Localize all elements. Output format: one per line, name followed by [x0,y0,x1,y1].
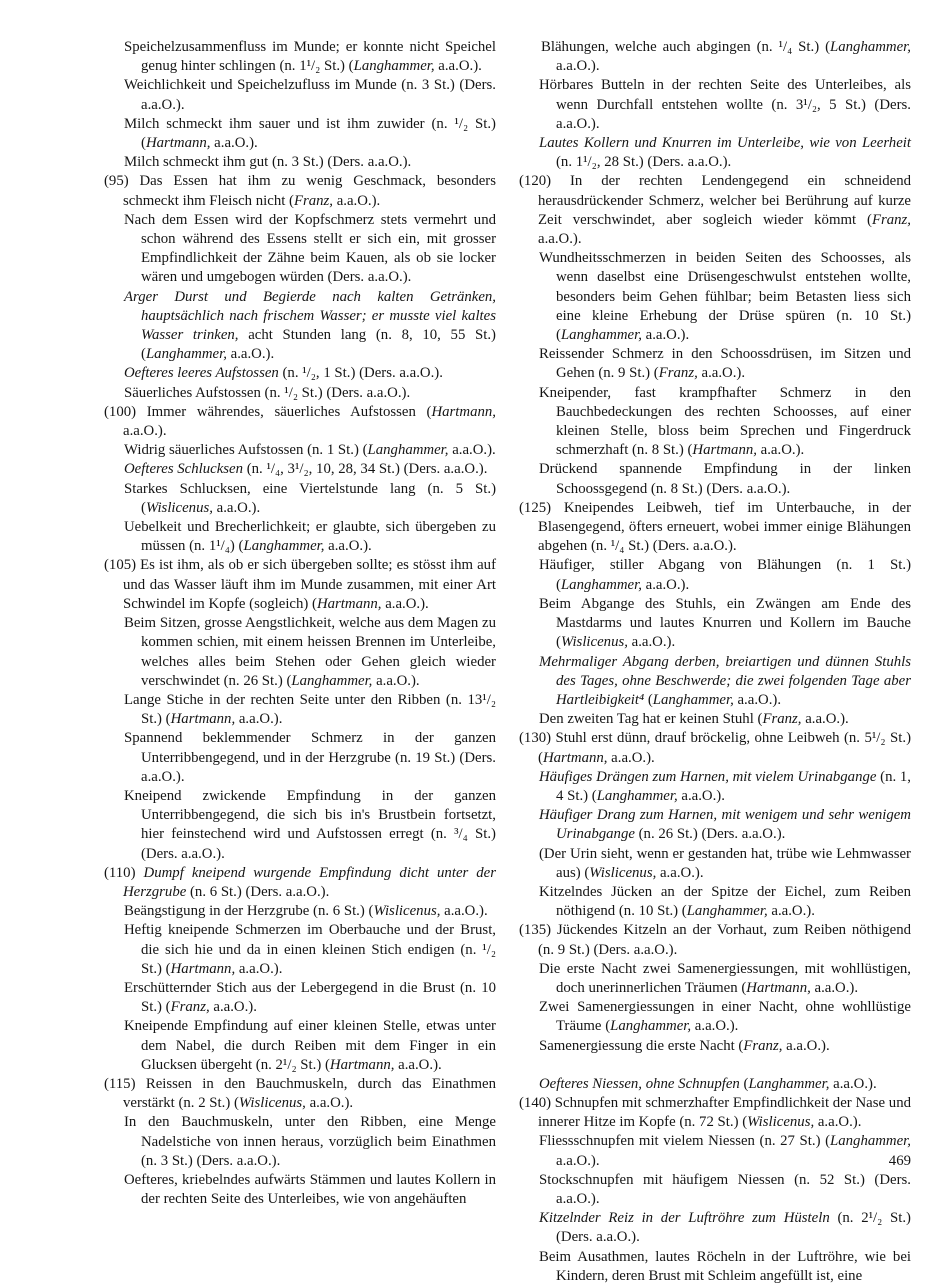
entry-text-italic: Franz, [170,999,210,1016]
entry-text: a.a.O.). [814,1114,862,1131]
entry-text: a.a.O.). [733,691,782,708]
entry-text: (n. ¹/₄, 3¹/₂, 10, 28, 34 St.) (Ders. a.a.O.). [243,461,488,478]
entry-text: (115) Reissen in den Bauchmuskeln, durch das Einathmen verstärkt (n. 2 St.) ( [104,1075,496,1112]
entry-text: Erschütternder Stich aus der Lebergegend in die Brust (n. 10 St.) ( [124,979,496,1016]
left-text-column [104,38,496,1209]
symptom-entry [519,960,911,998]
symptom-entry [104,364,496,383]
entry-text: Spannend beklemmender Schmerz in der ganzen Unterribbengegend, und in der Herzgrube (n. 19 St.) (Ders. a.a.O.). [124,730,496,785]
entry-text: ( [644,691,653,708]
entry-text-italic: Langhammer, [243,538,325,555]
entry-text-italic: Mehrmaliger Abgang derben, breiartigen und dünnen Stuhls des Tages, ohne Beschwerde; die zwei folgenden Tage aber Hartleibigkeit⁴ [539,653,911,708]
entry-text: a.a.O.). [627,634,676,651]
symptom-entry [104,288,496,365]
entry-text-italic: Langhammer, [145,346,227,363]
entry-text: Kneipender, fast krampfhafter Schmerz in den Bauchbedeckungen des rechten Schoosses, auf einer kleinen Stelle, bloss beim Sprechen und Fingerdruck schmerzhaft (n. 8 St.) ( [539,384,911,459]
entry-text: Den zweiten Tag hat er keinen Stuhl ( [539,711,763,728]
entry-text: (105) Es ist ihm, als ob er sich übergeben sollte; es stösst ihm auf und das Wasser läuft ihm im Munde zusammen, mit einer Art Schwindel im Kopfe (sogleich) ( [104,557,496,612]
entry-text: a.a.O.). [381,595,429,612]
symptom-entry [519,38,911,76]
entry-text: a.a.O.). [677,787,725,804]
symptom-entry [519,653,911,711]
entry-text: Stockschnupfen mit häufigem Niessen (n. 52 St.) (Ders. a.a.O.). [539,1171,911,1207]
entry-text: a.a.O.). [641,327,690,344]
entry-text: a.a.O.). [691,1018,739,1035]
entry-text-italic: Langhammer, [830,39,911,55]
entry-text: Milch schmeckt ihm sauer und ist ihm zuwider (n. ¹/₂ St.) ( [124,115,496,152]
symptom-entry [104,1113,496,1171]
symptom-entry [519,883,911,921]
entry-text: a.a.O.). [697,365,746,382]
entry-text-italic: Langhammer, [291,672,373,689]
entry-text-italic: Langhammer, [367,442,449,459]
entry-text-italic: Hartmann, [329,1056,395,1073]
entry-text-italic: Lautes Kollern und Knurren im Unterleibe, wie von Leerheit [539,135,911,152]
symptom-entry [519,556,911,594]
entry-text-italic: Langhammer, [560,327,642,344]
entry-text: a.a.O.). [538,231,582,248]
entry-text: a.a.O.). [305,1095,354,1112]
entry-text: Häufiger, stiller Abgang von Blähungen (n. 1 St.) ( [539,557,911,593]
symptom-entry [519,1248,911,1286]
entry-text: a.a.O.). [810,979,859,996]
entry-text-italic: Dumpf kneipend wurgende Empfindung dicht unter der Herzgrube [123,864,497,900]
entry-text: a.a.O.). [440,903,488,920]
symptom-entry [104,691,496,729]
entry-text: Kneipend zwickende Empfindung in der ganzen Unterribbengegend, die sich bis in's Brustbein fortsetzt, hier feinstechend wird und Aufstossen erregt (n. ³/₄ St.) (Ders. a.a.O.). [124,787,496,862]
symptom-entry [104,979,496,1017]
entry-text: a.a.O.). [656,864,704,881]
right-text-column [519,38,911,1286]
symptom-entry [519,595,911,653]
entry-text: (n. 26 St.) (Ders. a.a.O.). [634,826,786,843]
entry-text-italic: Hartmann, [746,979,811,996]
symptom-entry [519,998,911,1036]
entry-text: (125) Kneipendes Leibweh, tief im Unterbauche, in der Blasengegend, öfters erneuert, wobei immer einige Blähungen abgehen (n. ¹/₄ St.) (Ders. a.a.O.). [519,499,911,555]
symptom-entry [519,1075,911,1094]
entry-text: Heftig kneipende Schmerzen im Oberbauche und der Brust, die sich hie und da in einen kleinen Stich endigen (n. ¹/₂ St.) ( [124,922,496,977]
symptom-entry [104,153,496,172]
entry-text: (n. 2¹/₂ St.) (Ders. a.a.O.). [556,1210,911,1246]
entry-text-italic: Langhammer, [748,1075,830,1092]
entry-text-italic: Franz, [743,1037,783,1054]
entry-text-italic: Häufiges Drängen zum Harnen, mit vielem Urinabgange [539,768,877,785]
entry-text-italic: Langhammer, [652,691,734,708]
entry-text: (130) Stuhl erst dünn, drauf bröckelig, ohne Leibweh (n. 5¹/₂ St.) ( [519,730,911,766]
symptom-entry [519,768,911,806]
entry-text-italic: Oefteres Niessen, ohne Schnupfen [539,1075,740,1092]
symptom-entry [519,729,911,767]
entry-text-italic: Wislicenus, [560,634,628,651]
entry-text-italic: Langhammer, [686,903,768,920]
entry-text: (110) [104,864,144,881]
entry-text-italic: Häufiger Drang zum Harnen, mit wenigem und sehr wenigem Urinabgange [539,807,911,843]
entry-text-italic: Franz, [293,192,334,209]
entry-text: a.a.O.). [641,576,690,593]
entry-text: (n. 6 St.) (Ders. a.a.O.). [186,883,330,900]
entry-text: Uebelkeit und Brecherlichkeit; er glaubte, sich übergeben zu müssen (n. 1¹/₄) ( [124,519,496,555]
page-number: 469 [888,1153,911,1169]
entry-text: Beim Abgange des Stuhls, ein Zwängen am Ende des Mastdarms und lautes Knurren und Kollern im Bauche ( [539,595,911,651]
entry-text: a.a.O.). [324,538,372,555]
symptom-entry [519,845,911,883]
entry-text-italic: Langhammer, [560,576,642,593]
entry-text: a.a.O.). [235,960,283,977]
symptom-entry [104,614,496,691]
entry-text-italic: Franz, [871,211,911,228]
entry-text: a.a.O.). [226,346,275,363]
entry-text: a.a.O.). [372,672,420,689]
entry-text-italic: Oefteres Schlucksen [124,461,244,478]
entry-text-italic: Langhammer, [830,1133,911,1150]
entry-text: Die erste Nacht zwei Samenergiessungen, mit wohllüstigen, doch unerinnerlichen Träumen ( [539,960,911,996]
entry-text: Lange Stiche in der rechten Seite unter den Ribben (n. 13¹/₂ St.) ( [124,691,496,728]
entry-text-italic: Hartmann, [145,135,211,152]
entry-text: a.a.O.). [209,999,257,1016]
symptom-entry [519,345,911,383]
entry-text: a.a.O.). [801,711,849,728]
symptom-entry [519,806,911,844]
symptom-entry [104,921,496,979]
entry-text-italic: Hartmann, [170,960,236,977]
entry-text: (95) Das Essen hat ihm zu wenig Geschmack, besonders schmeckt ihm Fleisch nicht ( [104,173,496,209]
entry-text-italic: Wislicenus, [589,864,657,881]
symptom-entry [104,76,496,114]
entry-text: Beim Ausathmen, lautes Röcheln in der Luftröhre, wie bei Kindern, deren Brust mit Schleim angefüllt ist, eine [539,1248,911,1284]
symptom-entry [519,249,911,345]
symptom-entry [104,729,496,787]
entry-text-italic: Langhammer, [610,1018,692,1035]
entry-text-italic: Langhammer, [353,58,435,75]
entry-text: Kitzelndes Jücken an der Spitze der Eichel, zum Reiben nöthigend (n. 10 St.) ( [539,883,911,920]
symptom-entry [519,499,911,557]
symptom-entry [104,864,496,902]
entry-text: (Der Urin sieht, wenn er gestanden hat, trübe wie Lehmwasser aus) ( [539,845,911,881]
entry-text: a.a.O.). [829,1075,877,1092]
entry-text: Säuerliches Aufstossen (n. ¹/₂ St.) (Ders. a.a.O.). [124,384,411,401]
symptom-entry [104,384,496,403]
entry-text: Starkes Schlucksen, eine Viertelstunde lang (n. 5 St.) ( [124,480,496,516]
symptom-entry [519,172,911,249]
symptom-entry [104,38,496,76]
entry-text: In den Bauchmuskeln, unter den Ribben, eine Menge Nadelstiche von innen heraus, vorzüglich beim Einathmen (n. 3 St.) (Ders. a.a.O.). [124,1114,496,1169]
entry-text: (140) Schnupfen mit schmerzhafter Empfindlichkeit der Nase und innerer Hitze im Kopfe (n. 72 St.) ( [519,1094,911,1131]
entry-text: Speichelzusammenfluss im Munde; er konnte nicht Speichel genug hinter schlingen (n. 1¹/₂ St.) ( [124,39,496,75]
entry-text: (n. 1¹/₂, 28 St.) (Ders. a.a.O.). [556,154,732,171]
entry-text: a.a.O.). [434,58,482,75]
entry-text: ( [739,1075,749,1092]
entry-text: Samenergiessung die erste Nacht ( [539,1037,744,1054]
entry-text-italic: Franz, [762,711,802,728]
symptom-entry [519,710,911,729]
entry-text-italic: Arger Durst und Begierde nach kalten Getränken, hauptsächlich nach frischem Wasser; er musste viel kaltes Wasser trinken, [124,288,496,344]
entry-text: a.a.O.). [394,1056,442,1073]
entry-text-italic: Hartmann, [542,749,608,766]
entry-text: (120) In der rechten Lendengegend ein schneidend herausdrückender Schmerz, welcher bei Berührung auf kurze Zeit verschwindet, aber sogleich wieder kömmt ( [519,173,911,228]
symptom-entry [519,384,911,461]
entry-text: a.a.O.). [212,499,261,516]
entry-text-italic: Franz, [658,365,698,382]
entry-text: Zwei Samenergiessungen in einer Nacht, ohne wohllüstige Träume ( [539,999,911,1035]
entry-text-italic: Kitzelnder Reiz in der Luftröhre zum Hüsteln [539,1210,830,1227]
entry-text-italic: Wislicenus, [747,1114,815,1131]
entry-text: (135) Jückendes Kitzeln an der Vorhaut, zum Reiben nöthigend (n. 9 St.) (Ders. a.a.O.). [519,922,911,958]
entry-text: (n. ¹/₂, 1 St.) (Ders. a.a.O.). [278,365,443,382]
entry-text: a.a.O.). [782,1037,830,1054]
symptom-entry [104,518,496,556]
symptom-entry [519,134,911,172]
entry-text: a.a.O.). [556,1152,600,1169]
symptom-entry [104,1075,496,1113]
symptom-entry [104,115,496,153]
entry-text: a.a.O.). [235,711,283,728]
entry-text: a.a.O.). [123,423,167,440]
entry-text-italic: Langhammer, [596,787,678,804]
symptom-entry [519,76,911,134]
symptom-entry [519,921,911,959]
entry-text-italic: Wislicenus, [373,903,441,920]
entry-text: acht Stunden lang (n. 8, 10, 55 St.) ( [141,327,496,363]
entry-text-italic: Wislicenus, [238,1095,306,1112]
symptom-entry [104,172,496,210]
symptom-entry [104,787,496,864]
symptom-entry [519,1209,911,1247]
symptom-entry [519,1171,911,1209]
symptom-entry [519,460,911,498]
entry-text: Weichlichkeit und Speichelzufluss im Munde (n. 3 St.) (Ders. a.a.O.). [124,77,496,113]
entry-text: a.a.O.). [756,442,805,459]
entry-text: Reissender Schmerz in den Schoossdrüsen, im Sitzen und Gehen (n. 9 St.) ( [539,346,911,382]
entry-text: Wundheitsschmerzen in beiden Seiten des Schoosses, als wenn daselbst eine Drüsengeschwulst entstehen wollte, besonders beim Gehen fühlbar; beim Betasten liess sich eine kleine Erhebung der Drüse spüren (n. 10 St.) ( [539,250,911,344]
symptom-entry [104,902,496,921]
entry-text: a.a.O.). [210,135,258,152]
entry-text: a.a.O.). [607,749,655,766]
entry-text: Fliessschnupfen mit vielem Niessen (n. 27 St.) ( [539,1133,831,1150]
symptom-entry [519,1094,911,1132]
symptom-entry [104,556,496,614]
entry-text: (n. 1, 4 St.) ( [556,768,911,804]
symptom-entry [104,480,496,518]
entry-text-italic: Hartmann, [692,442,757,459]
entry-text-italic: Hartmann, [170,711,236,728]
entry-text: Kneipende Empfindung auf einer kleinen Stelle, etwas unter dem Nabel, die durch Reiben mit dem Finger in ein Glucksen übergeht (n. 2¹/₂ St.) ( [124,1018,496,1073]
entry-text: a.a.O.). [556,58,600,75]
entry-text-italic: Oefteres leeres Aufstossen [124,365,279,382]
symptom-entry [104,441,496,460]
entry-text-italic: Hartmann, [431,403,496,420]
symptom-entry [104,1017,496,1075]
entry-text: Beängstigung in der Herzgrube (n. 6 St.) ( [124,903,374,920]
symptom-entry [519,1037,911,1056]
entry-text: Blähungen, welche auch abgingen (n. ¹/₄ St.) ( [541,39,831,55]
symptom-entry [104,403,496,441]
symptom-entry [104,460,496,479]
symptom-entry [104,211,496,288]
entry-text: a.a.O.). [767,903,815,920]
entry-text: Drückend spannende Empfindung in der linken Schoossgegend (n. 8 St.) (Ders. a.a.O.). [539,461,911,497]
entry-text: Hörbares Butteln in der rechten Seite des Unterleibes, als wenn Durchfall entstehen wollte (n. 3¹/₂, 5 St.) (Ders. a.a.O.). [539,77,911,132]
symptom-entry [104,1171,496,1209]
entry-text: (100) Immer währendes, säuerliches Aufstossen ( [104,403,432,420]
entry-text: Beim Sitzen, grosse Aengstlichkeit, welche aus dem Magen zu kommen schien, mit einem heissen Brennen im Unterleibe, welches alles beim Stehen oder Gehen gleich wieder verschwindet (n. 26 St.) ( [124,615,496,689]
entry-text: a.a.O.). [333,192,381,209]
entry-text: Milch schmeckt ihm gut (n. 3 St.) (Ders. a.a.O.). [124,154,412,171]
entry-text-italic: Wislicenus, [145,499,213,516]
entry-text: Oefteres, kriebelndes aufwärts Stämmen und lautes Kollern in der rechten Seite des Unterleibes, wie von angehäuften [124,1171,496,1208]
entry-text: a.a.O.). [448,442,496,459]
entry-text: Widrig säuerliches Aufstossen (n. 1 St.) ( [124,442,368,459]
entry-text-italic: Hartmann, [316,595,382,612]
entry-text: Nach dem Essen wird der Kopfschmerz stets vermehrt und schon während des Essens stellt er sich ein, mit grosser Empfindlichkeit der Zähne beim Kauen, als ob sie locker wären und umgebogen würden (Ders. a.a.O.). [124,211,496,286]
